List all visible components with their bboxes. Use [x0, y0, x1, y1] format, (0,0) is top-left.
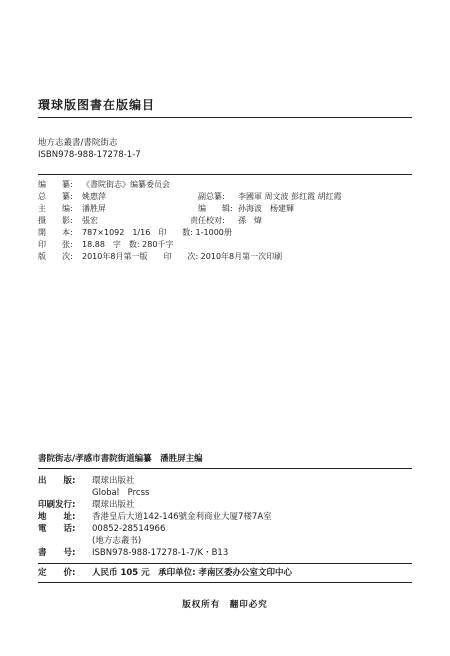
pub-label: 電 话: — [38, 524, 76, 534]
credit-value-2: 李國軍 周文波 彭红霞 胡红霞 — [238, 192, 342, 201]
credit-label: 印 张: — [38, 240, 73, 249]
credit-value-2: 孫 煒 — [238, 216, 262, 225]
pub-row-publisher-en — [38, 488, 149, 499]
credit-label: 主 编: — [38, 204, 73, 213]
credit-label: 总 纂: — [38, 192, 73, 201]
credit-value-2: 孙海波 杨建輝 — [238, 204, 294, 213]
credit-label: 版 次: — [38, 252, 73, 261]
credit-value: 18.88 字 数: 280千字 — [82, 240, 174, 249]
pub-value: 香港皇后大道142-146號金利商业大厦7楼7A室 — [92, 512, 272, 522]
credit-label: 摄 影: — [38, 216, 73, 225]
credit-value: 787×1092 1/16 印 数: 1-1000册 — [82, 228, 232, 237]
credit-label: 開 本: — [38, 228, 73, 237]
credit-value: 《書院街志》编纂委员会 — [82, 180, 170, 189]
credit-value: 姚惠萍 — [82, 192, 106, 201]
pub-value: 00852-28514966 — [92, 524, 166, 534]
pub-row-address — [38, 512, 272, 523]
cip-isbn: ISBN978-988-17278-1-7 — [38, 150, 141, 160]
pub-row-distributor — [38, 500, 135, 511]
pub-row-price — [38, 568, 292, 579]
credit-row-editor — [38, 204, 294, 214]
pub-value: ISBN978-988-17278-1-7/K・B13 — [92, 548, 229, 558]
price-bottom-rule — [38, 582, 412, 583]
pub-label: 書 号: — [38, 548, 76, 558]
credit-label: 编 纂: — [38, 180, 73, 189]
credit-label-2: 责任校对: — [190, 216, 225, 225]
pub-value: (地方志叢书) — [92, 536, 142, 546]
credit-label-2: 副总纂: — [198, 192, 225, 201]
pub-row-book-number — [38, 548, 228, 559]
publication-top-rule — [38, 468, 412, 469]
publication-title: 書院街志/孝感市書院街道编纂 潘胜屏主编 — [38, 454, 203, 464]
credit-row-sheets — [38, 240, 173, 250]
pub-value: 人民币 105 元 承印单位: 孝南区委办公室文印中心 — [92, 568, 293, 578]
copyright-notice: 版权所有 翻印必究 — [182, 600, 268, 610]
price-top-rule — [38, 563, 412, 564]
pub-row-publisher — [38, 476, 135, 487]
pub-value: Global Prcss — [92, 488, 150, 498]
credit-label-2: 编 辑: — [198, 204, 233, 213]
pub-label: 出 版: — [38, 476, 76, 486]
pub-row-series — [38, 536, 141, 547]
credits-top-rule — [38, 174, 412, 175]
cip-top-rule — [38, 117, 412, 118]
pub-label: 地 址: — [38, 512, 76, 522]
credit-value: 2010年8月第一版 印 次: 2010年8月第一次印刷 — [82, 252, 283, 261]
cip-title: 環球版图書在版编目 — [38, 98, 156, 112]
credit-row-chief-editor — [38, 192, 342, 202]
pub-value: 環球出版社 — [92, 476, 135, 486]
pub-value: 環球出版社 — [92, 500, 135, 510]
credit-row-format — [38, 228, 232, 238]
credit-row-compiler — [38, 180, 170, 190]
pub-label: 印刷发行: — [38, 500, 76, 510]
credit-value: 潘胜屏 — [82, 204, 106, 213]
cip-series: 地方志叢書/書院街志 — [38, 138, 118, 148]
pub-label: 定 价: — [38, 568, 76, 578]
credit-value: 張宏 — [82, 216, 98, 225]
pub-row-phone — [38, 524, 165, 535]
credit-row-edition — [38, 252, 282, 262]
credit-row-photography — [38, 216, 262, 226]
